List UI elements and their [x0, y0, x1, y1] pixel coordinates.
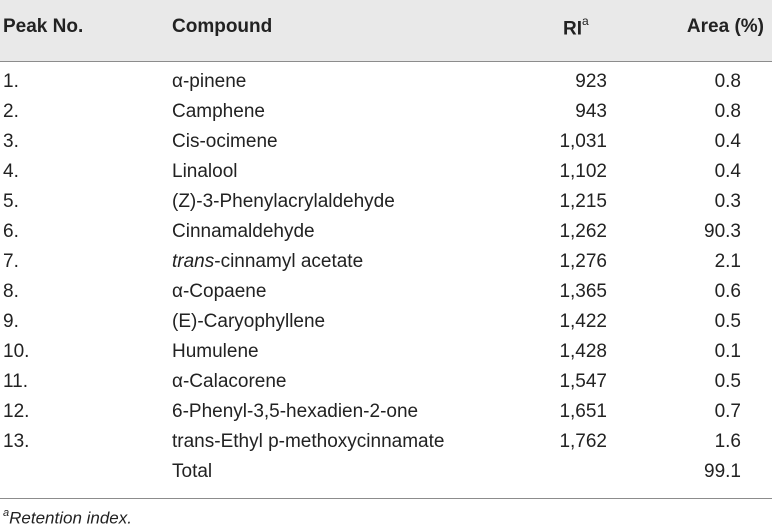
compound-cell: Camphene: [172, 101, 265, 122]
ri-cell: 1,276: [559, 251, 607, 272]
table-row: [0, 157, 772, 187]
ri-cell: 1,547: [559, 371, 607, 392]
peak-cell: 1.: [3, 71, 19, 92]
ri-cell: 1,365: [559, 281, 607, 302]
table-row: [0, 307, 772, 337]
table-row: [0, 127, 772, 157]
table-row: [0, 97, 772, 127]
table-row: [0, 67, 772, 97]
ri-cell: 1,428: [559, 341, 607, 362]
header-ri-footnote-mark: a: [582, 14, 589, 28]
peak-cell: 13.: [3, 431, 30, 452]
compound-cell: Cinnamaldehyde: [172, 221, 315, 242]
header-rule: [0, 61, 772, 62]
compound-cell: [172, 251, 363, 273]
compound-suffix: -cinnamyl acetate: [214, 251, 364, 272]
table-row: [0, 187, 772, 217]
table-footnote: [3, 508, 132, 529]
peak-cell: 6.: [3, 221, 19, 242]
header-peak-no: Peak No.: [3, 16, 84, 37]
compound-cell: α-Calacorene: [172, 371, 287, 392]
peak-cell: 9.: [3, 311, 19, 332]
peak-cell: 2.: [3, 101, 19, 122]
compound-cell: Total: [172, 461, 213, 482]
peak-cell: 3.: [3, 131, 19, 152]
table-row: [0, 397, 772, 427]
area-cell: 0.3: [714, 191, 741, 212]
ri-cell: 1,422: [559, 311, 607, 332]
area-cell: 0.5: [714, 371, 741, 392]
header-ri-label: RI: [563, 18, 582, 40]
peak-cell: 8.: [3, 281, 19, 302]
table-row: [0, 277, 772, 307]
compound-cell: Linalool: [172, 161, 238, 182]
header-area: Area (%): [686, 16, 764, 37]
header-compound: Compound: [172, 16, 273, 37]
table-row: [0, 337, 772, 367]
compound-cell: Humulene: [172, 341, 259, 362]
area-cell: 0.5: [714, 311, 741, 332]
ri-cell: 1,651: [559, 401, 607, 422]
table-row: [0, 427, 772, 457]
ri-cell: 1,762: [559, 431, 607, 452]
ri-cell: 1,215: [559, 191, 607, 212]
area-cell: 99.1: [704, 461, 741, 482]
footnote-text: Retention index.: [9, 508, 132, 528]
peak-cell: 7.: [3, 251, 19, 272]
compound-italic-prefix: trans: [172, 251, 215, 272]
compound-cell: Cis-ocimene: [172, 131, 278, 152]
peak-cell: 5.: [3, 191, 19, 212]
footnote-mark: a: [3, 507, 10, 519]
compound-cell: 6-Phenyl-3,5-hexadien-2-one: [172, 401, 419, 422]
compound-cell: (Z)-3-Phenylacrylaldehyde: [172, 191, 395, 212]
peak-cell: 10.: [3, 341, 30, 362]
area-cell: 0.4: [714, 161, 741, 182]
area-cell: 1.6: [714, 431, 741, 452]
table-row: [0, 247, 772, 277]
peak-cell: 12.: [3, 401, 30, 422]
area-cell: 0.4: [714, 131, 741, 152]
area-cell: 90.3: [704, 221, 741, 242]
table-row-total: [0, 457, 772, 487]
compound-cell: trans-Ethyl p-methoxycinnamate: [172, 431, 445, 452]
table-bottom-rule: [0, 498, 772, 499]
table-row: [0, 217, 772, 247]
table-header: [0, 0, 772, 62]
table-row: [0, 367, 772, 397]
compound-cell: α-pinene: [172, 71, 247, 92]
peak-cell: 11.: [3, 371, 29, 392]
ri-cell: 923: [575, 71, 607, 92]
area-cell: 0.8: [714, 71, 741, 92]
area-cell: 0.6: [714, 281, 741, 302]
peak-cell: 4.: [3, 161, 19, 182]
area-cell: 0.8: [714, 101, 741, 122]
area-cell: 0.7: [714, 401, 741, 422]
area-cell: 2.1: [714, 251, 741, 272]
ri-cell: 1,031: [559, 131, 607, 152]
header-ri: [563, 16, 589, 40]
area-cell: 0.1: [714, 341, 741, 362]
ri-cell: 1,102: [559, 161, 607, 182]
compound-cell: (E)-Caryophyllene: [172, 311, 326, 332]
ri-cell: 943: [575, 101, 607, 122]
compound-cell: α-Copaene: [172, 281, 267, 302]
ri-cell: 1,262: [559, 221, 607, 242]
